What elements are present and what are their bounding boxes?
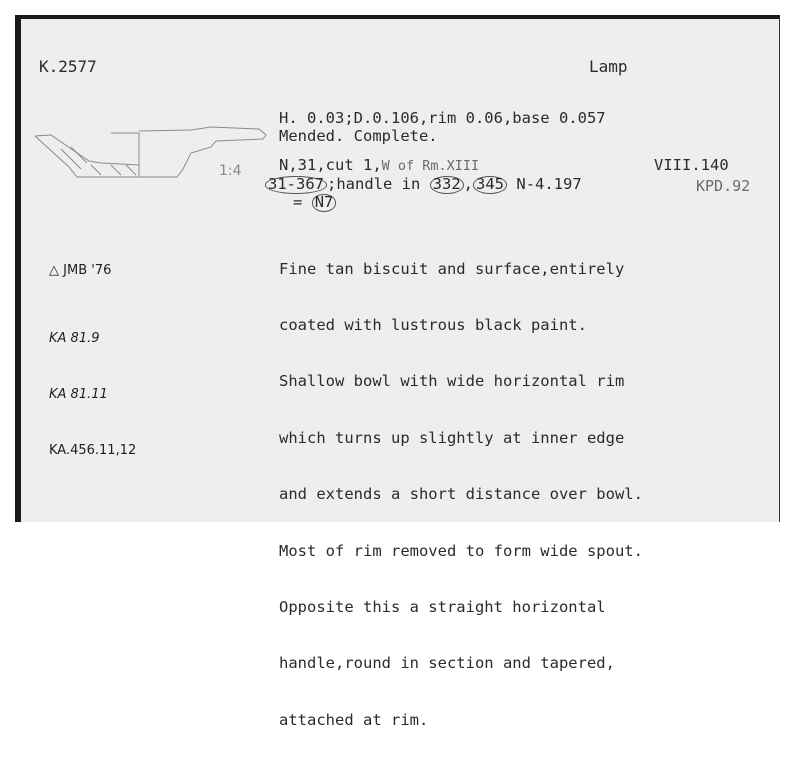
description-line: Opposite this a straight horizontal bbox=[279, 597, 606, 616]
jmb-note bbox=[49, 263, 136, 289]
description-line: attached at rim. bbox=[279, 710, 429, 729]
equals-line bbox=[293, 193, 336, 212]
jmb-text: JMB '76 bbox=[63, 263, 112, 278]
accession-number: K.2577 bbox=[39, 57, 97, 76]
handwritten-notes bbox=[49, 233, 136, 499]
circled-ref: 31-367 bbox=[265, 176, 327, 194]
description-line: Fine tan biscuit and surface,entirely bbox=[279, 259, 625, 278]
triangle-icon: △ bbox=[49, 263, 59, 278]
object-type: Lamp bbox=[589, 57, 628, 76]
description-line: and extends a short distance over bowl. bbox=[279, 485, 643, 504]
equals-sign: = bbox=[293, 193, 303, 211]
catalog-card bbox=[15, 15, 780, 729]
inventory-line: 31-367 ;handle in 332 , 345 N-4.197 bbox=[265, 175, 582, 194]
circled-join-2: 345 bbox=[473, 176, 507, 194]
ka-note-3: KA.456.11,12 bbox=[49, 443, 137, 458]
findspot-prefix: N,31,cut 1, bbox=[279, 156, 382, 174]
findspot-pencil-note: W of Rm.XIII bbox=[381, 158, 480, 174]
description-line: coated with lustrous black paint. bbox=[279, 315, 587, 334]
kpd-ref: KPD.92 bbox=[696, 177, 751, 195]
description-line: which turns up slightly at inner edge bbox=[279, 428, 625, 447]
findspot-line bbox=[279, 156, 479, 174]
circled-n7: N7 bbox=[312, 194, 337, 212]
circled-join-1: 332 bbox=[430, 176, 464, 194]
ka-note-1: KA 81.9 bbox=[49, 331, 100, 346]
description-line: handle,round in section and tapered, bbox=[279, 654, 615, 673]
ka-note-2: KA 81.11 bbox=[49, 387, 108, 402]
description bbox=[279, 222, 643, 767]
notebook-ref: N-4.197 bbox=[516, 175, 582, 193]
description-line: Most of rim removed to form wide spout. bbox=[279, 541, 643, 560]
handle-text: ;handle in bbox=[327, 175, 421, 193]
condition-line: Mended. Complete. bbox=[279, 127, 438, 145]
dimensions-line: H. 0.03;D.0.106,rim 0.06,base 0.057 bbox=[279, 109, 606, 127]
ref-right: VIII.140 bbox=[654, 156, 729, 174]
scale-label: 1:4 bbox=[219, 163, 242, 179]
description-line: Shallow bowl with wide horizontal rim bbox=[279, 372, 625, 391]
